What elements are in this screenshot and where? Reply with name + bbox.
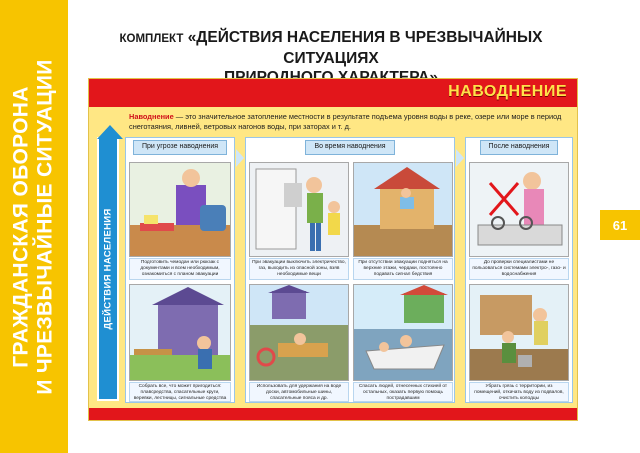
packing-bag-picture xyxy=(130,163,231,257)
column-after-header xyxy=(466,138,572,162)
title-prefix: КОМПЛЕКТ xyxy=(119,33,184,45)
column-threat-header xyxy=(126,138,234,162)
boat-rescue-picture xyxy=(354,285,453,381)
side-title-line1: ГРАЖДАНСКАЯ ОБОРОНА xyxy=(10,85,34,368)
floating-raft-picture xyxy=(250,285,349,381)
title-line1: «ДЕЙСТВИЯ НАСЕЛЕНИЯ В ЧРЕЗВЫЧАЙНЫХ СИТУАЦИЯХ xyxy=(187,29,543,67)
cleaning-yard-picture xyxy=(470,285,569,381)
side-vertical-title xyxy=(0,0,68,453)
caption-gather-supplies: Собрать все, что может пригодиться: плавсредства, спасательные круги, веревки, лестницы, сигнальные средства xyxy=(129,382,231,402)
poster-footer-bar xyxy=(89,408,577,420)
gathering-supplies-picture xyxy=(130,285,231,381)
poster-header xyxy=(89,79,577,107)
caption-clean-up: Убрать грязь с территории, из помещений, откачать воду из подвалов, очистить колодцы xyxy=(469,382,569,402)
caption-climb-up: При отсутствии эвакуации подняться на верхние этажи, чердаки, постоянно подавать сигнал бедствия xyxy=(353,258,453,280)
definition-text xyxy=(129,112,569,132)
column-during xyxy=(245,137,455,403)
illustration-gas-stove-check xyxy=(469,162,569,257)
column-after xyxy=(465,137,573,403)
illustration-flooded-house-roof xyxy=(353,162,453,257)
column-during-title: Во время наводнения xyxy=(305,140,394,155)
caption-stay-afloat: Использовать для удержания на воде доски, автомобильные шины, спасательные пояса и др. xyxy=(249,382,349,402)
actions-side-label xyxy=(97,137,119,401)
caption-rescue-people: Спасать людей, отнесенных стихией от остальных, оказать первую помощь пострадавшим xyxy=(353,382,453,402)
page-number: 61 xyxy=(600,210,640,240)
illustration-gathering-supplies xyxy=(129,284,231,381)
gas-stove-picture xyxy=(470,163,569,257)
illustration-evacuation xyxy=(249,162,349,257)
illustration-floating-raft xyxy=(249,284,349,381)
side-title-line2: И ЧРЕЗВЫЧАЙНЫЕ СИТУАЦИИ xyxy=(34,58,58,395)
column-after-title: После наводнения xyxy=(480,140,559,155)
definition-term: Наводнение xyxy=(129,112,174,121)
actions-label-text: ДЕЙСТВИЯ НАСЕЛЕНИЯ xyxy=(102,208,114,330)
caption-evacuate: При эвакуации выключить электричество, газ, выходить из опасной зоны, взяв необходимые вещи xyxy=(249,258,349,280)
arrow-right-icon xyxy=(236,149,244,167)
illustration-packing-bag xyxy=(129,162,231,257)
definition-body: — это значительное затопление местности в результате подъема уровня воды в реке, озере или море в период снеготаяния, ливней, ветровых нагонов воды, при заторах и т. д. xyxy=(129,112,562,131)
column-threat xyxy=(125,137,235,403)
caption-dont-use-utilities: До проверки специалистами не пользоваться системами электро-, газо- и водоснабжения xyxy=(469,258,569,280)
illustration-boat-rescue xyxy=(353,284,453,381)
caption-prepare-bag: Подготовить чемодан или рюкзак с документами и всем необходимым, ознакомиться с планом эвакуации xyxy=(129,258,231,280)
flooded-house-picture xyxy=(354,163,453,257)
evacuation-picture xyxy=(250,163,349,257)
poster xyxy=(88,78,578,421)
up-arrow-icon xyxy=(97,125,123,139)
column-threat-title: При угрозе наводнения xyxy=(133,140,227,155)
illustration-cleaning-yard xyxy=(469,284,569,381)
poster-heading: НАВОДНЕНИЕ xyxy=(448,83,567,100)
column-during-header xyxy=(246,138,454,162)
arrow-right-icon xyxy=(456,149,464,167)
